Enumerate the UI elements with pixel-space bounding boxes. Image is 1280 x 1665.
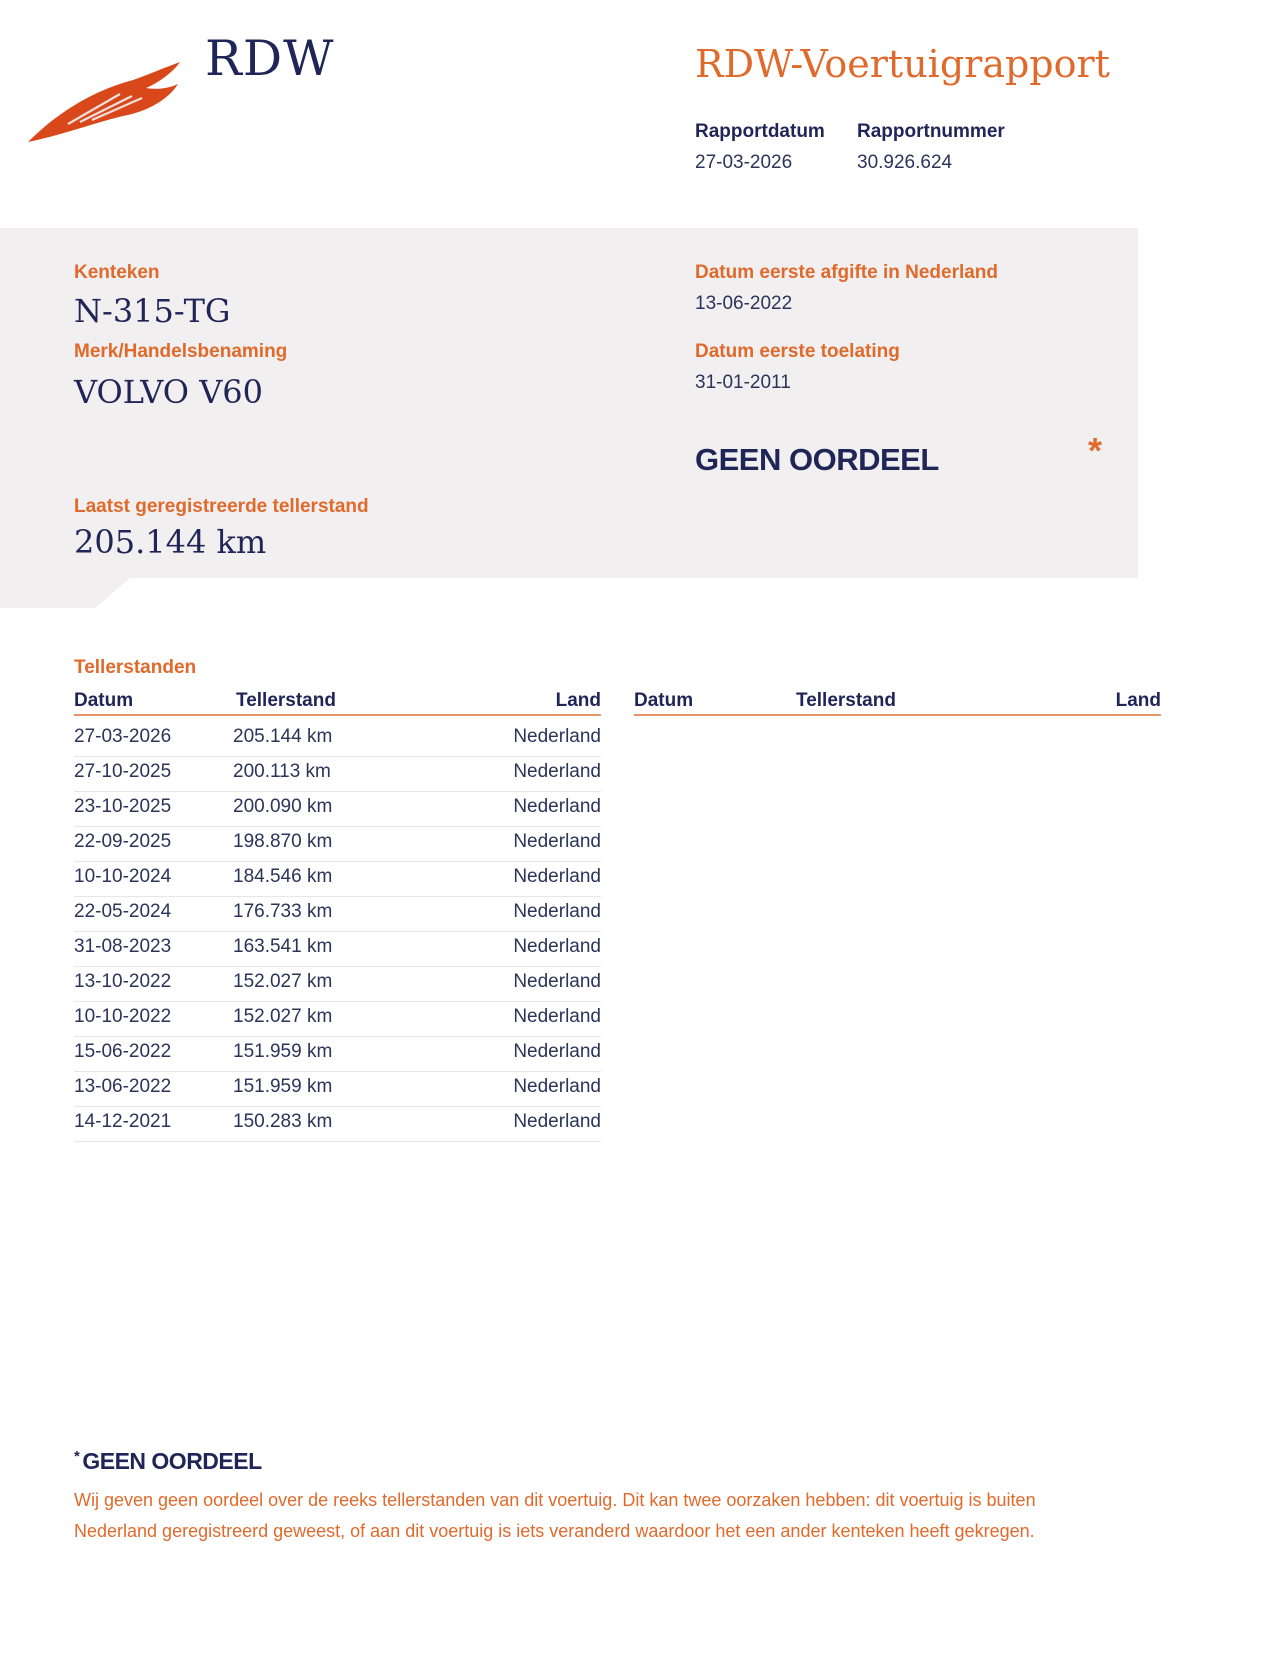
header-date: Datum xyxy=(74,690,134,711)
readings-header-right xyxy=(634,688,1161,716)
header-reading: Tellerstand xyxy=(236,690,336,711)
odometer-label: Laatst geregistreerde tellerstand xyxy=(74,496,369,517)
table-row xyxy=(74,967,601,1002)
table-row xyxy=(74,862,601,897)
make-value: VOLVO V60 xyxy=(74,373,264,411)
table-row xyxy=(74,757,601,792)
row-reading: 152.027 km xyxy=(233,971,333,992)
row-reading: 198.870 km xyxy=(233,831,333,852)
row-reading: 150.283 km xyxy=(233,1111,333,1132)
readings-table xyxy=(74,722,601,1142)
row-country: Nederland xyxy=(513,1041,601,1062)
footnote-title-text: GEEN OORDEEL xyxy=(82,1448,262,1474)
row-date: 27-10-2025 xyxy=(74,761,172,782)
row-date: 27-03-2026 xyxy=(74,726,172,747)
table-row xyxy=(74,1107,601,1142)
footnote-star: * xyxy=(74,1448,80,1465)
row-country: Nederland xyxy=(513,936,601,957)
row-reading: 205.144 km xyxy=(233,726,333,747)
row-country: Nederland xyxy=(513,866,601,887)
report-number-label: Rapportnummer xyxy=(857,121,1005,142)
report-title: RDW-Voertuigrapport xyxy=(695,42,1110,86)
report-date-label: Rapportdatum xyxy=(695,121,825,142)
plate-label: Kenteken xyxy=(74,262,160,283)
panel-tail xyxy=(0,578,130,608)
row-date: 23-10-2025 xyxy=(74,796,172,817)
row-country: Nederland xyxy=(513,971,601,992)
odometer-value: 205.144 km xyxy=(74,523,267,561)
table-row xyxy=(74,1072,601,1107)
row-reading: 200.113 km xyxy=(233,761,331,782)
verdict-star: * xyxy=(1088,430,1103,471)
table-row xyxy=(74,792,601,827)
row-reading: 200.090 km xyxy=(233,796,333,817)
row-country: Nederland xyxy=(513,761,601,782)
readings-title: Tellerstanden xyxy=(74,657,197,678)
row-reading: 184.546 km xyxy=(233,866,333,887)
first-admission-value: 31-01-2011 xyxy=(695,372,791,393)
row-date: 22-09-2025 xyxy=(74,831,172,852)
row-reading: 151.959 km xyxy=(233,1041,333,1062)
row-date: 13-06-2022 xyxy=(74,1076,172,1097)
readings-header-left xyxy=(74,688,601,716)
first-nl-label: Datum eerste afgifte in Nederland xyxy=(695,262,999,283)
table-row xyxy=(74,1002,601,1037)
table-row xyxy=(74,897,601,932)
first-nl-value: 13-06-2022 xyxy=(695,293,793,314)
row-country: Nederland xyxy=(513,1111,601,1132)
logo-text: RDW xyxy=(205,30,335,87)
header-reading: Tellerstand xyxy=(796,690,896,711)
row-reading: 151.959 km xyxy=(233,1076,333,1097)
first-admission-label: Datum eerste toelating xyxy=(695,341,900,362)
row-country: Nederland xyxy=(513,726,601,747)
report-number: 30.926.624 xyxy=(857,152,953,173)
row-date: 10-10-2022 xyxy=(74,1006,172,1027)
row-reading: 163.541 km xyxy=(233,936,333,957)
row-reading: 152.027 km xyxy=(233,1006,333,1027)
row-country: Nederland xyxy=(513,1006,601,1027)
table-row xyxy=(74,932,601,967)
footnote-text: Wij geven geen oordeel over de reeks tellerstanden van dit voertuig. Dit kan twee oorzaken hebben: dit voertuig is buiten Nederland geregistreerd geweest, of aan dit voertuig is iets veranderd waardoor het een ander kenteken heeft gekregen. xyxy=(74,1490,1036,1541)
make-label: Merk/Handelsbenaming xyxy=(74,341,288,362)
header-date: Datum xyxy=(634,690,694,711)
row-date: 15-06-2022 xyxy=(74,1041,172,1062)
table-row xyxy=(74,1037,601,1072)
rdw-logo-icon xyxy=(28,62,186,148)
row-date: 14-12-2021 xyxy=(74,1111,172,1132)
plate-value: N-315-TG xyxy=(74,292,231,330)
row-date: 22-05-2024 xyxy=(74,901,172,922)
header-country: Land xyxy=(1115,690,1161,711)
row-country: Nederland xyxy=(513,901,601,922)
footnote-title xyxy=(74,1448,262,1475)
row-country: Nederland xyxy=(513,796,601,817)
report-date: 27-03-2026 xyxy=(695,152,793,173)
row-date: 10-10-2024 xyxy=(74,866,172,887)
row-country: Nederland xyxy=(513,831,601,852)
row-reading: 176.733 km xyxy=(233,901,333,922)
row-date: 31-08-2023 xyxy=(74,936,172,957)
row-country: Nederland xyxy=(513,1076,601,1097)
table-row xyxy=(74,722,601,757)
row-date: 13-10-2022 xyxy=(74,971,172,992)
table-row xyxy=(74,827,601,862)
verdict-text: GEEN OORDEEL xyxy=(695,442,939,477)
header-country: Land xyxy=(555,690,601,711)
